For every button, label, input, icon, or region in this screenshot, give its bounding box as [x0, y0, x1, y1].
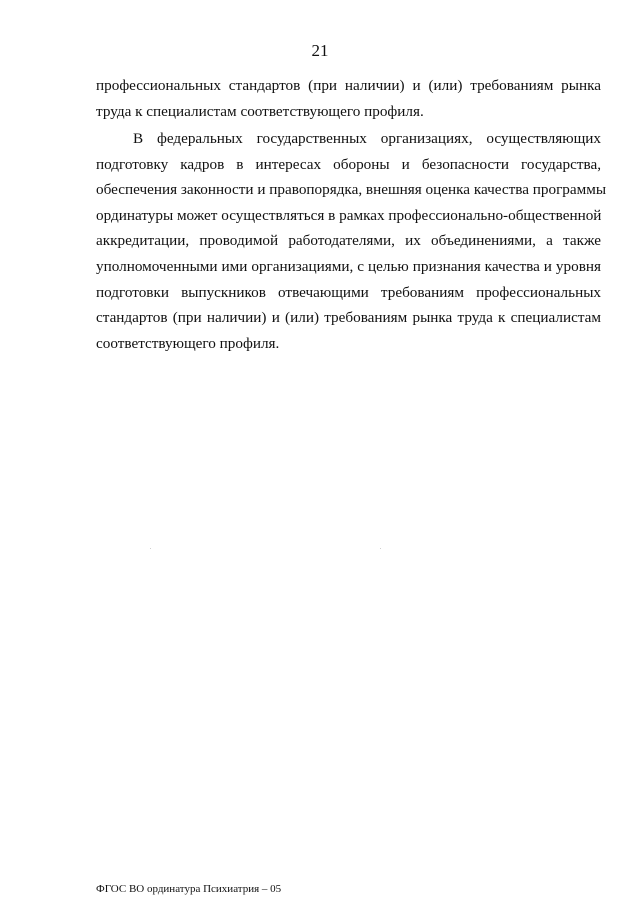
- page-number: 21: [311, 41, 329, 60]
- paragraph-1-line: профессиональных стандартов (при наличии) и (или) требованиям рынка: [96, 77, 601, 94]
- paragraph-2-line: стандартов (при наличии) и (или) требованиям рынка труда к специалистам: [96, 309, 601, 327]
- paragraph-2-line: аккредитации, проводимой работодателями, их объединениями, а также: [96, 232, 601, 250]
- paragraph-2-line: подготовки выпускников отвечающими требованиям профессиональных: [96, 283, 601, 301]
- footer-document-code: ФГОС ВО ординатура Психиатрия – 05: [96, 883, 282, 895]
- scan-speck: [150, 548, 151, 549]
- paragraph-2-line: подготовку кадров в интересах обороны и безопасности государства,: [96, 155, 601, 173]
- paragraph-2-line: соответствующего профиля.: [96, 334, 280, 352]
- paragraph-1: [96, 73, 601, 124]
- paragraph-2-line: ординатуры может осуществляться в рамках профессионально-общественной: [96, 206, 602, 224]
- scan-speck: [380, 548, 381, 549]
- paragraph-2: [96, 126, 607, 356]
- paragraph-2-line: В федеральных государственных организациях, осуществляющих: [133, 130, 601, 147]
- paragraph-2-line: уполномоченными ими организациями, с целью признания качества и уровня: [96, 257, 601, 275]
- paragraph-1-line: труда к специалистам соответствующего профиля.: [96, 102, 424, 120]
- paragraph-2-line: обеспечения законности и правопорядка, внешняя оценка качества программы: [96, 181, 607, 199]
